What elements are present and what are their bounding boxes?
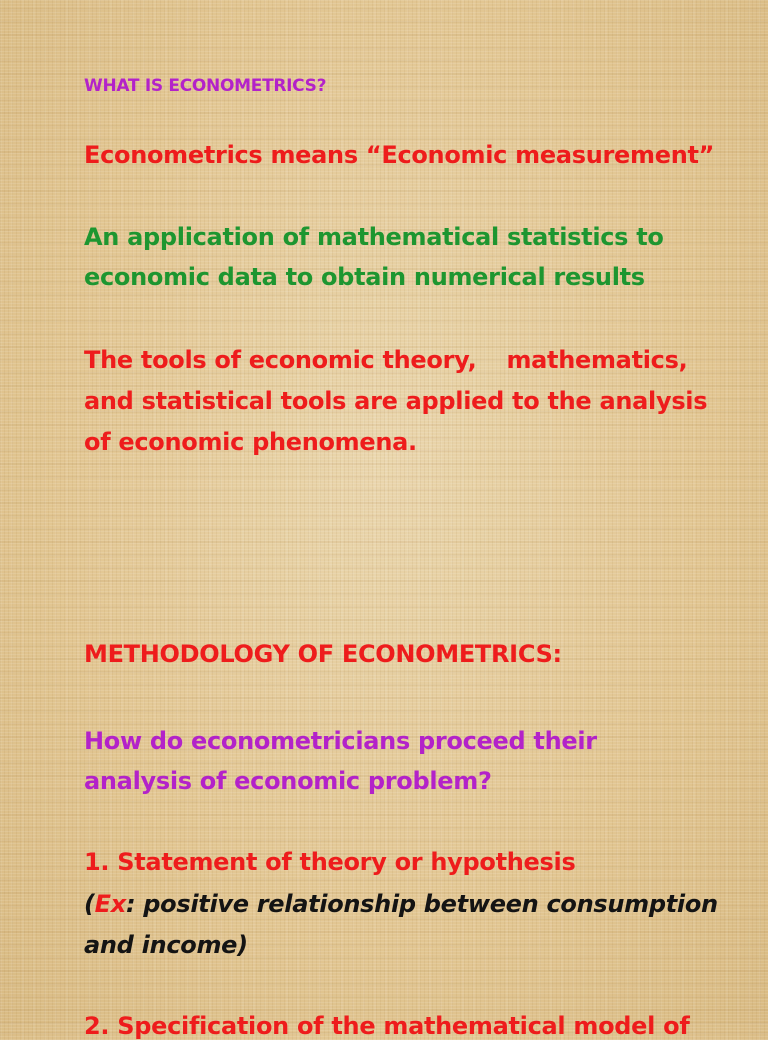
example-open-paren: ( xyxy=(84,890,95,918)
tools-line-2: and statistical tools are applied to the analysis xyxy=(84,387,708,415)
step-2-partial-text: 2. Specification of the mathematical model of xyxy=(84,1012,690,1040)
definition-text: Econometrics means “Economic measurement” xyxy=(84,141,715,169)
methodology-heading: METHODOLOGY OF ECONOMETRICS: xyxy=(84,640,562,668)
slide-heading: WHAT IS ECONOMETRICS? xyxy=(84,76,327,96)
example-ex-label: Ex xyxy=(94,890,126,918)
example-text: : positive relationship between consumption xyxy=(125,890,718,918)
tools-line-1 xyxy=(84,346,687,374)
example-line-1 xyxy=(84,890,718,918)
question-line-2: analysis of economic problem? xyxy=(84,767,492,795)
example-line-2: and income) xyxy=(84,931,248,959)
application-line-1: An application of mathematical statistics to xyxy=(84,223,664,251)
tools-line-1-part-b: mathematics, xyxy=(506,346,688,374)
application-line-2: economic data to obtain numerical results xyxy=(84,263,645,291)
tools-line-1-part-a: The tools of economic theory, xyxy=(84,346,477,374)
question-line-1: How do econometricians proceed their xyxy=(84,727,597,755)
step-1-text: 1. Statement of theory or hypothesis xyxy=(84,848,576,876)
tools-line-3: of economic phenomena. xyxy=(84,428,417,456)
